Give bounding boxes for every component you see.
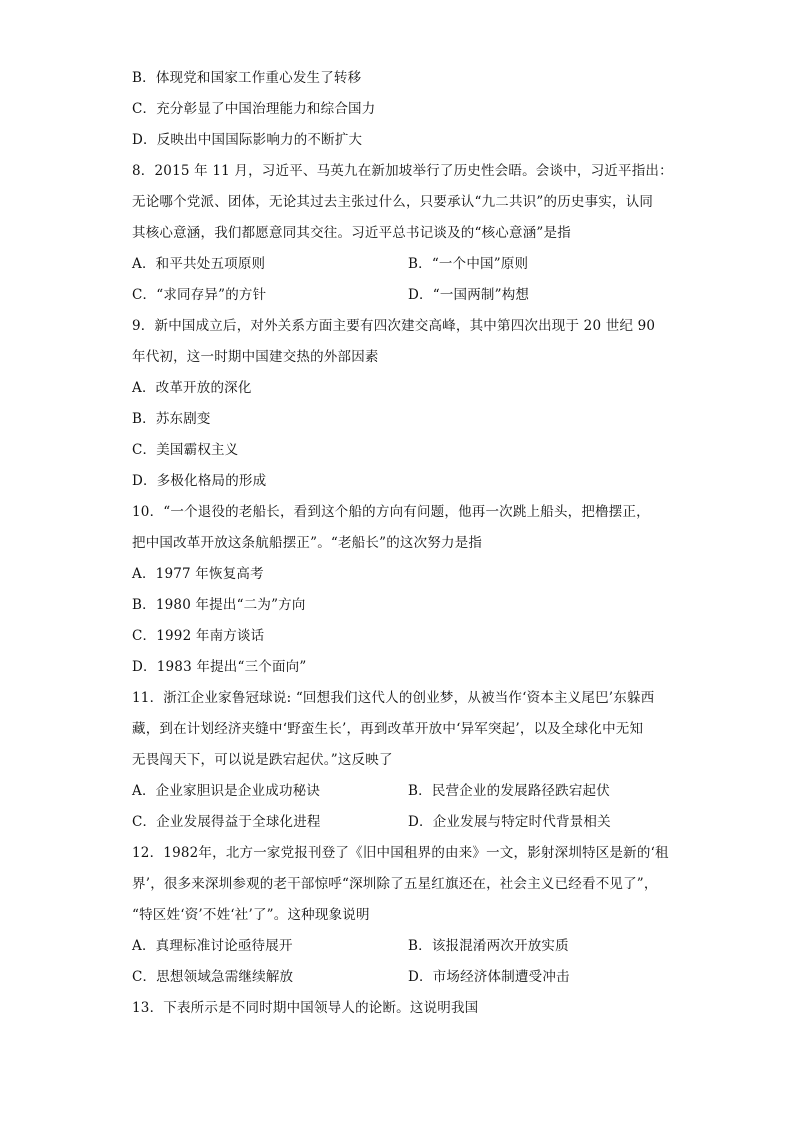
q8-options-row [132,280,672,311]
q10-stem-line: 10．“一个退役的老船长，看到这个船的方向有问题，他再一次跳上船头，把橹摆正， [132,504,650,520]
q11-stem-line: 无畏闯天下，可以说是跌宕起伏。”这反映了 [132,752,393,768]
question-content [132,63,672,1024]
q11-options-row [132,776,672,807]
q9-option-b: B．苏东剧变 [132,411,211,427]
q8-stem-line: 无论哪个党派、团体，无论其过去主张过什么，只要承认“九二共识”的历史事实，认同 [132,194,654,210]
q12-stem-line: “特区姓‘资’不姓‘社’了”。这种现象说明 [132,907,370,923]
q7-option-c: C．充分彰显了中国治理能力和综合国力 [132,101,376,117]
q12-options-row [132,931,672,962]
q12-stem-line: 界’，很多来深圳参观的老干部惊呼“深圳除了五星红旗还在，社会主义已经看不见了”， [132,876,658,892]
q10-option-c: C．1992 年南方谈话 [132,628,265,644]
q8-option-d: D．“一国两制”构想 [408,287,530,303]
q11-option-d: D．企业发展与特定时代背景相关 [408,814,611,830]
q9-stem-line: 9．新中国成立后，对外关系方面主要有四次建交高峰，其中第四次出现于 20 世纪 90 [132,318,656,334]
q11-options-row [132,807,672,838]
q8-option-a: A．和平共处五项原则 [132,256,266,272]
q11-option-a: A．企业家胆识是企业成功秘诀 [132,783,321,799]
q12-option-c: C．思想领域急需继续解放 [132,969,294,985]
q8-stem-line: 其核心意涵，我们都愿意同其交往。习近平总书记谈及的“核心意涵”是指 [132,225,571,241]
q9-option-d: D．多极化格局的形成 [132,473,267,489]
q12-option-b: B．该报混淆两次开放实质 [408,938,569,954]
q11-stem-line: 11．浙江企业家鲁冠球说: “回想我们这代人的创业梦，从被当作‘资本主义尾巴’东躲西 [132,690,655,706]
q12-option-a: A．真理标准讨论亟待展开 [132,938,293,954]
q12-stem-line: 12．1982年，北方一家党报刊登了《旧中国租界的由来》一文，影射深圳特区是新的‘租 [132,845,669,861]
q8-option-c: C．“求同存异”的方针 [132,287,267,303]
q8-options-row [132,249,672,280]
q8-stem-line: 8．2015 年 11 月，习近平、马英九在新加坡举行了历史性会晤。会谈中，习近平指出： [132,163,673,179]
q10-option-d: D．1983 年提出“三个面向” [132,659,307,675]
q12-option-d: D．市场经济体制遭受冲击 [408,969,570,985]
q10-stem-line: 把中国改革开放这条航船摆正”。“老船长”的这次努力是指 [132,535,483,551]
q7-option-b: B．体现党和国家工作重心发生了转移 [132,70,362,86]
q9-option-c: C．美国霸权主义 [132,442,239,458]
q10-option-b: B．1980 年提出“二为”方向 [132,597,306,613]
q12-options-row [132,962,672,993]
q11-option-b: B．民营企业的发展路径跌宕起伏 [408,783,610,799]
q11-option-c: C．企业发展得益于全球化进程 [132,814,321,830]
q10-option-a: A．1977 年恢复高考 [132,566,264,582]
q9-option-a: A．改革开放的深化 [132,380,252,396]
q7-option-d: D．反映出中国国际影响力的不断扩大 [132,132,363,148]
q13-stem-line: 13．下表所示是不同时期中国领导人的论断。这说明我国 [132,1000,479,1016]
q9-stem-line: 年代初，这一时期中国建交热的外部因素 [132,349,379,365]
q11-stem-line: 藏，到在计划经济夹缝中‘野蛮生长’，再到改革开放中‘异军突起’，以及全球化中无知 [132,721,644,737]
q8-option-b: B．“一个中国”原则 [408,256,529,272]
